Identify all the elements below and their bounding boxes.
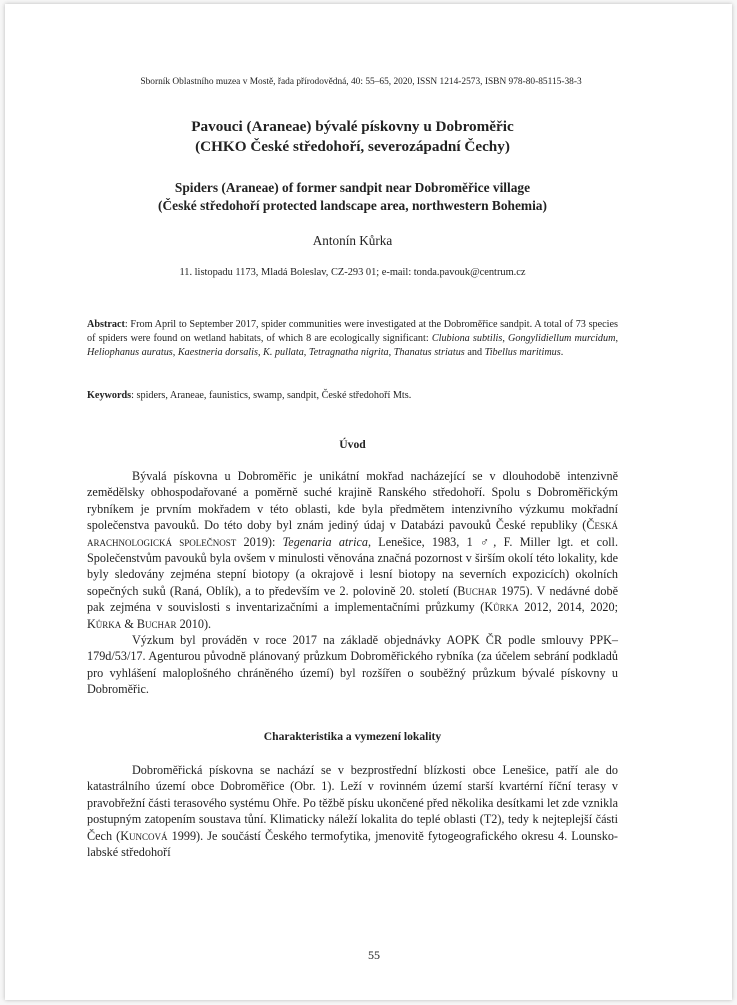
keywords-text: : spiders, Araneae, faunistics, swamp, sandpit, České středohoří Mts. xyxy=(131,390,412,401)
abstract-text: and xyxy=(464,347,485,359)
abstract-label: Abstract xyxy=(87,319,125,330)
section-body-charakteristika xyxy=(87,762,618,860)
citation-author: Kůrka xyxy=(484,600,519,615)
running-header: Sborník Oblastního muzea v Mostě, řada přírodovědná, 40: 55–65, 2020, ISSN 1214-2573, ISBN 978-80-85115-38-3 xyxy=(140,77,582,87)
paragraph-text: 1975). V nedávné době pak zejména v souvislosti s inventarizačními a implementačními průzkumy ( xyxy=(87,583,618,615)
page-number: 55 xyxy=(368,948,380,962)
paragraph: Výzkum byl prováděn v roce 2017 na základě objednávky AOPK ČR podle smlouvy PPK–179d/53/17. Agenturou původně plánovaný průzkum Dobroměřického rybníka (za účelem sebrání podkladů pro vyhlášení maloplošného chráněného území) byl rozšířen o souběžný průzkum bývalé pískovny u Dobroměřic. xyxy=(87,633,618,697)
title-czech xyxy=(87,117,618,157)
author-name: Antonín Kůrka xyxy=(312,233,393,248)
species-name: Gongylidiellum murcidum xyxy=(508,333,616,345)
title-english-line-2: (České středohoří protected landscape area, northwestern Bohemia) xyxy=(158,198,547,213)
keywords-label: Keywords xyxy=(87,390,132,401)
paragraph-text: 2019): xyxy=(236,534,283,549)
species-name: Clubiona subtilis xyxy=(431,333,503,345)
abstract: Abstract: From April to September 2017, spider communities were investigated at the Dobroměřice sandpit. A total of 73 species of spiders were found on wetland habitats, of which 8 are ecologically significant: Clubiona subtilis, Gongylidiellum murcidum, Heliophanus auratus, Kaestneria dorsalis, K. pullata, Tetragnatha nigrita, Thanatus striatus and Tibellus maritimus. xyxy=(87,319,619,359)
citation-author: Buchar xyxy=(457,583,497,598)
citation-author: Kůrka xyxy=(87,616,122,631)
species-name: Kaestneria dorsalis xyxy=(177,347,258,359)
section-body-uvod xyxy=(87,468,618,698)
section-heading-uvod: Úvod xyxy=(339,438,366,451)
abstract-text: . xyxy=(560,347,564,359)
citation-author: Česká arachnologická společnost xyxy=(87,518,618,549)
species-name: K. pullata xyxy=(263,347,304,359)
species-name: Tetragnatha nigrita xyxy=(308,347,389,359)
keywords xyxy=(87,390,618,401)
paragraph-text: 2012, 2014, 2020; xyxy=(518,600,618,615)
paragraph-text: Dobroměřická pískovna se nachází se v bezprostřední blízkosti obce Lenešice, patří ale do katastrálního území obce Dobroměřice (Obr. 1). Leží v rovinném území starší kvartérní říční terasy v pravobřežní části terasového systému Ohře. Po těžbě písku ukončené před několika desítkami let zde vznikla postupným zatopením soustava tůní. Klimaticky náleží lokalita do teplé oblasti (T2), tedy k nejteplejší části Čech ( xyxy=(87,763,619,843)
title-czech-line-1: Pavouci (Araneae) bývalé pískovny u Dobroměřic xyxy=(191,118,514,135)
paragraph-text: , Lenešice, 1983, 1 ♂, F. Miller lgt. et coll. Společenstvům pavouků byla ovšem v minulosti věnována značná pozornost v širším okolí této lokality, kde byly sledovány zejména stepní biotopy (a okrajově i lesní biotopy na severních expozicích) okolních sopečných suků (Raná, Oblík), a to především ve 2. polovině 20. století ( xyxy=(87,534,618,598)
species-name: Tibellus maritimus xyxy=(484,347,561,359)
paragraph xyxy=(87,468,618,632)
title-english xyxy=(87,179,618,215)
section-heading-charakteristika: Charakteristika a vymezení lokality xyxy=(263,730,442,743)
author-address: 11. listopadu 1173, Mladá Boleslav, CZ-293 01; e-mail: tonda.pavouk@centrum.cz xyxy=(179,267,526,278)
paragraph-text: 1999). Je součástí Českého termofytika, jmenovitě fytogeografického okresu 4. Lounsko-labské středohoří xyxy=(87,828,618,860)
paragraph-text: 2010). xyxy=(176,616,212,631)
species-name: Tegenaria atrica xyxy=(282,534,368,549)
paragraph-text: Bývalá pískovna u Dobroměřic je unikátní mokřad nacházející se v dlouhodobě intenzivně zemědělsky obhospodařované a poměrně suché krajině Ranského středohoří. Spolu s Dobroměřickým rybníkem je prvním mokřadem v této oblasti, kde byla předmětem intenzivního výzkumu mokřadní společenstva pavouků. Do této doby byl znám jediný údaj v Databázi pavouků České republiky ( xyxy=(87,469,618,533)
abstract-text: : From April to September 2017, spider communities were investigated at the Dobroměřice sandpit. A total of 73 species of spiders were found on wetland habitats, of which 8 are ecologically significant: xyxy=(87,319,618,345)
species-name: Thanatus striatus xyxy=(393,347,465,359)
citation-author: Buchar xyxy=(136,616,177,631)
citation-author: Kuncová xyxy=(120,828,168,843)
title-english-line-1: Spiders (Araneae) of former sandpit near Dobroměřice village xyxy=(174,180,531,195)
paragraph xyxy=(87,762,618,860)
title-czech-line-2: (CHKO České středohoří, severozápadní Čechy) xyxy=(195,138,510,155)
page xyxy=(5,4,732,1000)
paragraph-text: & xyxy=(121,616,137,631)
species-name: Heliophanus auratus xyxy=(87,347,173,359)
